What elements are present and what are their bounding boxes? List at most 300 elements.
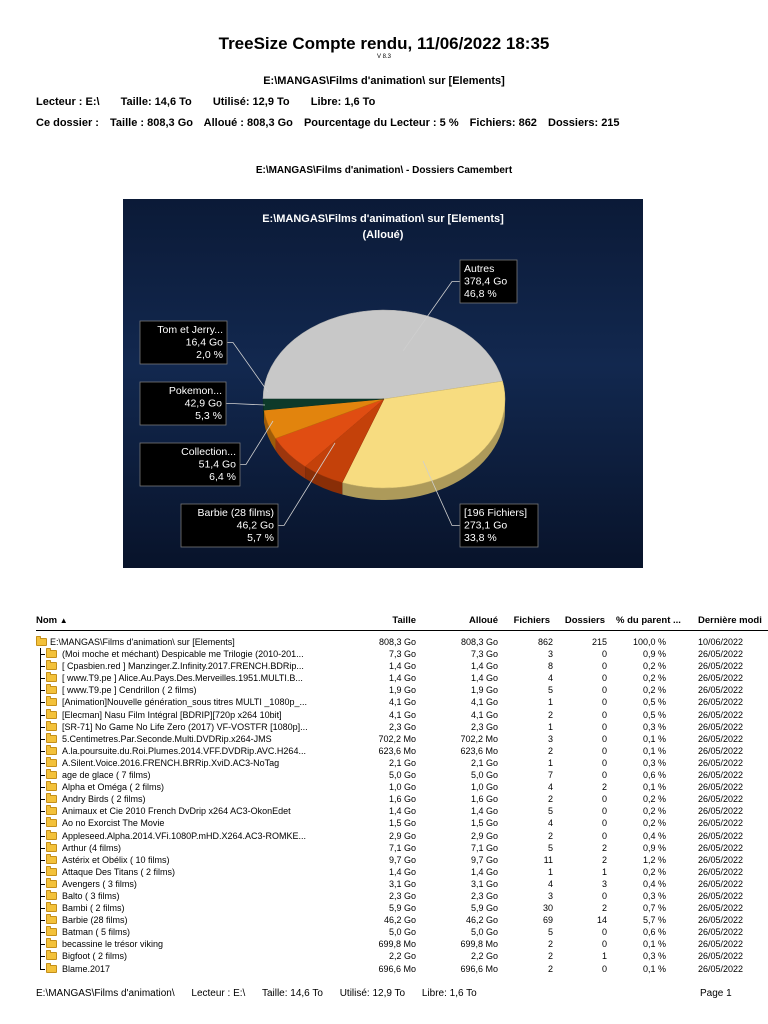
cell-parent-percent: 0,2 % [642,673,666,684]
pie-label-size: 46,2 Go [236,519,274,532]
report-title: TreeSize Compte rendu, 11/06/2022 18:35 [218,34,550,53]
drive-used: Utilisé: 12,9 To [212,96,290,108]
cell-size: 696,6 Mo [378,963,416,974]
cell-size: 699,8 Mo [378,939,416,950]
cell-files: 5 [547,842,553,853]
cell-files: 4 [547,673,553,684]
pie-label-name: Autres [464,263,495,275]
cell-dirs: 0 [601,673,607,684]
cell-name: E:\MANGAS\Films d'animation\ sur [Elements] [50,637,235,647]
table-row[interactable] [0,878,768,890]
cell-parent-percent: 0,6 % [642,927,666,938]
pie-slice [263,310,503,399]
tree-branch [40,908,45,909]
pie-chart-svg [123,199,643,568]
cell-dirs: 0 [601,649,607,660]
pie-label-size: 16,4 Go [185,336,223,349]
cell-parent-percent: 0,4 % [642,830,666,841]
cell-last-modified: 26/05/2022 [698,757,744,768]
cell-dirs: 0 [601,963,607,974]
tree-branch [40,836,45,837]
col-header-dirs[interactable]: Dossiers [564,615,605,626]
tree-branch [40,860,45,861]
cell-name: A.la.poursuite.du.Roi.Plumes.2014.VFF.DVDRip.AVC.H264... [62,745,306,756]
folder-icon [46,965,57,973]
cell-allocated: 2,3 Go [470,890,498,901]
cell-size: 9,7 Go [388,854,416,865]
cell-files: 2 [547,830,553,841]
cell-size: 1,4 Go [388,673,416,684]
cell-name: age de glace ( 7 films) [62,770,151,781]
sort-up-icon: ▲ [59,616,68,625]
table-row[interactable] [0,793,768,805]
cell-allocated: 7,3 Go [470,649,498,660]
cell-name: Barbie (28 films) [62,915,128,926]
version-label: V 8.3 [376,54,391,60]
cell-name: Astérix et Obélix ( 10 films) [62,854,170,865]
cell-last-modified: 26/05/2022 [698,649,744,660]
cell-files: 2 [547,745,553,756]
folder-icon [46,735,57,743]
tree-branch [40,666,45,667]
pie-chart [123,199,643,568]
cell-dirs: 2 [601,854,607,865]
cell-parent-percent: 0,3 % [642,757,666,768]
cell-name: (Moi moche et méchant) Despicable me Trilogie (2010-201... [62,649,304,660]
cell-name: [ Cpasbien.red ] Manzinger.Z.Infinity.2017.FRENCH.BDRip... [62,661,304,672]
tree-branch [40,654,45,655]
cell-parent-percent: 0,2 % [642,818,666,829]
cell-parent-percent: 0,9 % [642,842,666,853]
folder-icon [46,807,57,815]
footer-free: Libre: 1,6 To [421,988,477,999]
cell-dirs: 0 [601,770,607,781]
pie-label-size: 378,4 Go [464,275,508,288]
cell-last-modified: 26/05/2022 [698,685,744,696]
cell-size: 2,3 Go [388,890,416,901]
cell-size: 4,1 Go [388,697,416,708]
cell-dirs: 0 [601,806,607,817]
cell-name: 5.Centimetres.Par.Seconde.Multi.DVDRip.x264-JMS [62,733,272,744]
footer-path: E:\MANGAS\Films d'animation\ [36,988,175,999]
table-row[interactable] [0,890,768,902]
tree-branch [40,690,45,691]
table-row[interactable] [0,696,768,708]
cell-size: 1,5 Go [388,818,416,829]
pie-label-size: 273,1 Go [464,519,508,532]
cell-parent-percent: 0,2 % [642,794,666,805]
cell-name: Appleseed.Alpha.2014.VFi.1080P.mHD.X264.AC3-ROMKE... [62,830,306,841]
chart-subtitle: (Alloué) [362,229,404,241]
pie-label-size: 42,9 Go [184,397,222,410]
col-header-files[interactable]: Fichiers [513,615,550,626]
cell-allocated: 623,6 Mo [460,745,498,756]
cell-name: Batman ( 5 films) [62,927,131,938]
report-path: E:\MANGAS\Films d'animation\ sur [Elements] [263,75,505,87]
pie-label [140,321,268,392]
cell-name: Arthur (4 films) [62,842,122,853]
page-footer [36,988,491,999]
cell-allocated: 1,4 Go [470,661,498,672]
cell-size: 5,0 Go [388,927,416,938]
cell-last-modified: 26/05/2022 [698,806,744,817]
cell-allocated: 2,1 Go [470,757,498,768]
tree-branch [40,884,45,885]
cell-last-modified: 26/05/2022 [698,697,744,708]
cell-last-modified: 26/05/2022 [698,745,744,756]
cell-files: 2 [547,939,553,950]
cell-size: 5,0 Go [388,770,416,781]
cell-dirs: 2 [601,782,607,793]
cell-files: 1 [547,866,553,877]
cell-parent-percent: 0,1 % [642,782,666,793]
cell-name: Ao no Exorcist The Movie [62,818,165,829]
folder-label: Ce dossier : [36,117,99,129]
pie-label-name: [196 Fichiers] [464,507,528,519]
pie-label-name: Collection... [181,446,236,458]
cell-parent-percent: 0,2 % [642,661,666,672]
drive-letter: Lecteur : E:\ [36,96,100,108]
cell-parent-percent: 0,5 % [642,697,666,708]
folder-files: Fichiers: 862 [469,117,537,129]
cell-files: 5 [547,685,553,696]
cell-parent-percent: 0,9 % [642,649,666,660]
pie-leader-line [226,404,265,406]
cell-last-modified: 26/05/2022 [698,939,744,950]
folder-icon [46,952,57,960]
cell-size: 1,0 Go [388,782,416,793]
cell-name: Attaque Des Titans ( 2 films) [62,866,176,877]
folder-icon [36,638,47,646]
cell-name: Blame.2017 [62,963,111,974]
cell-allocated: 696,6 Mo [460,963,498,974]
cell-allocated: 2,3 Go [470,721,498,732]
folder-icon [46,686,57,694]
cell-size: 46,2 Go [383,915,416,926]
cell-parent-percent: 0,1 % [642,963,666,974]
tree-branch [40,823,45,824]
cell-name: Alpha et Oméga ( 2 films) [62,782,165,793]
cell-allocated: 4,1 Go [470,709,498,720]
pie-leader-line [227,343,268,393]
cell-files: 11 [543,854,553,865]
cell-size: 2,1 Go [388,757,416,768]
cell-size: 2,3 Go [388,721,416,732]
cell-last-modified: 10/06/2022 [698,637,744,647]
cell-size: 1,6 Go [388,794,416,805]
cell-allocated: 1,4 Go [470,673,498,684]
folder-icon [46,844,57,852]
table-row[interactable] [0,709,768,721]
cell-dirs: 0 [601,757,607,768]
pie-label-percent: 46,8 % [464,288,497,300]
tree-branch [40,787,45,788]
col-header-last-modified[interactable]: Dernière modi [698,615,762,626]
table-row[interactable] [0,757,768,769]
cell-dirs: 0 [601,685,607,696]
cell-size: 7,1 Go [388,842,416,853]
pie-label-percent: 6,4 % [209,471,236,483]
table-row[interactable] [0,842,768,854]
cell-name: [ www.T9.pe ] Alice.Au.Pays.Des.Merveilles.1951.MULTI.B... [62,673,303,684]
cell-size: 7,3 Go [388,649,416,660]
tree-branch [40,702,45,703]
cell-dirs: 0 [601,927,607,938]
col-header-parent-percent[interactable]: % du parent ... [616,615,681,626]
cell-files: 2 [547,951,553,962]
cell-parent-percent: 0,3 % [642,721,666,732]
cell-name: becassine le trésor viking [62,939,164,950]
cell-dirs: 0 [601,890,607,901]
table-row[interactable] [0,733,768,745]
folder-icon [46,759,57,767]
cell-last-modified: 26/05/2022 [698,963,744,974]
tree-branch [40,920,45,921]
cell-files: 1 [547,721,553,732]
cell-last-modified: 26/05/2022 [698,733,744,744]
footer-used: Utilisé: 12,9 To [339,988,406,999]
header-divider [36,630,768,631]
page-number: Page 1 [700,988,732,999]
cell-dirs: 2 [601,903,607,914]
cell-allocated: 2,9 Go [470,830,498,841]
cell-size: 2,2 Go [388,951,416,962]
cell-allocated: 702,2 Mo [460,733,498,744]
folder-dirs: Dossiers: 215 [548,117,620,129]
cell-parent-percent: 0,2 % [642,685,666,696]
cell-allocated: 5,0 Go [470,927,498,938]
folder-icon [46,723,57,731]
table-row[interactable] [0,830,768,842]
folder-icon [46,856,57,864]
cell-files: 5 [547,927,553,938]
cell-parent-percent: 0,6 % [642,770,666,781]
pie-label-percent: 5,7 % [247,532,274,544]
folder-table [0,636,768,975]
cell-dirs: 0 [601,818,607,829]
cell-dirs: 0 [601,709,607,720]
cell-dirs: 0 [601,697,607,708]
cell-allocated: 3,1 Go [470,878,498,889]
drive-size: Taille: 14,6 To [120,96,192,108]
folder-info [36,117,628,129]
table-row[interactable] [0,926,768,938]
tree-branch [40,872,45,873]
tree-branch [40,751,45,752]
tree-branch [40,956,45,957]
cell-dirs: 215 [591,637,607,647]
cell-dirs: 0 [601,939,607,950]
cell-files: 2 [547,963,553,974]
cell-allocated: 4,1 Go [470,697,498,708]
folder-icon [46,795,57,803]
cell-allocated: 9,7 Go [470,854,498,865]
cell-dirs: 3 [601,878,607,889]
table-row[interactable] [0,805,768,817]
cell-parent-percent: 0,5 % [642,709,666,720]
cell-files: 5 [547,806,553,817]
cell-parent-percent: 100,0 % [632,637,666,647]
tree-branch [40,715,45,716]
cell-dirs: 2 [601,842,607,853]
chart-title: E:\MANGAS\Films d'animation\ sur [Elements] [262,213,504,225]
cell-last-modified: 26/05/2022 [698,770,744,781]
tree-branch [40,727,45,728]
cell-parent-percent: 0,1 % [642,733,666,744]
folder-icon [46,892,57,900]
cell-files: 3 [547,890,553,901]
cell-size: 3,1 Go [388,878,416,889]
folder-icon [46,868,57,876]
folder-icon [46,880,57,888]
folder-icon [46,940,57,948]
folder-icon [46,916,57,924]
cell-dirs: 0 [601,721,607,732]
cell-last-modified: 26/05/2022 [698,903,744,914]
pie-label [140,382,265,425]
pie-label-percent: 5,3 % [195,410,222,422]
table-row[interactable] [0,648,768,660]
cell-dirs: 1 [601,866,607,877]
pie-label-percent: 2,0 % [196,349,223,361]
cell-last-modified: 26/05/2022 [698,782,744,793]
cell-allocated: 699,8 Mo [460,939,498,950]
folder-allocated: Alloué : 808,3 Go [203,117,293,129]
cell-files: 30 [542,903,553,914]
table-row[interactable] [0,902,768,914]
table-row[interactable] [0,938,768,950]
drive-info [36,96,393,108]
tree-branch [40,969,45,970]
cell-last-modified: 26/05/2022 [698,927,744,938]
table-row[interactable] [0,781,768,793]
folder-size: Taille : 808,3 Go [110,117,193,129]
cell-size: 5,9 Go [388,903,416,914]
folder-icon [46,783,57,791]
cell-name: Bigfoot ( 2 films) [62,951,128,962]
table-row[interactable] [0,854,768,866]
table-row[interactable] [0,721,768,733]
pie-label-size: 51,4 Go [198,458,236,471]
folder-icon [46,698,57,706]
cell-name: [Elecman] Nasu Film Intégral [BDRIP][720p x264 10bit] [62,709,282,720]
drive-free: Libre: 1,6 To [310,96,376,108]
cell-size: 1,4 Go [388,661,416,672]
table-row[interactable] [0,672,768,684]
cell-size: 808,3 Go [378,637,416,647]
cell-last-modified: 26/05/2022 [698,830,744,841]
cell-files: 1 [547,697,553,708]
table-row[interactable] [0,660,768,672]
cell-size: 1,9 Go [388,685,416,696]
cell-dirs: 0 [601,830,607,841]
col-header-size[interactable]: Taille [392,615,416,626]
cell-last-modified: 26/05/2022 [698,721,744,732]
tree-branch [40,763,45,764]
footer-drive: Lecteur : E:\ [191,988,246,999]
cell-files: 3 [547,733,553,744]
cell-files: 69 [542,915,553,926]
cell-allocated: 5,9 Go [470,903,498,914]
cell-parent-percent: 0,3 % [642,951,666,962]
cell-size: 1,4 Go [388,866,416,877]
cell-allocated: 1,5 Go [470,818,498,829]
col-header-allocated[interactable]: Alloué [468,615,498,626]
table-row[interactable] [0,817,768,829]
cell-name: Balto ( 3 films) [62,890,120,901]
cell-parent-percent: 0,3 % [642,890,666,901]
cell-last-modified: 26/05/2022 [698,661,744,672]
tree-branch [40,811,45,812]
pie-label-name: Tom et Jerry... [157,324,223,336]
col-header-name[interactable]: Nom ▲ [36,615,68,626]
cell-last-modified: 26/05/2022 [698,866,744,877]
cell-files: 7 [547,770,553,781]
cell-dirs: 0 [601,794,607,805]
cell-name: A.Silent.Voice.2016.FRENCH.BRRip.XviD.AC3-NoTag [62,757,280,768]
table-row[interactable] [0,950,768,962]
cell-size: 4,1 Go [388,709,416,720]
cell-name: Bambi ( 2 films) [62,903,125,914]
cell-last-modified: 26/05/2022 [698,878,744,889]
folder-icon [46,832,57,840]
cell-files: 8 [547,661,553,672]
table-row[interactable] [0,769,768,781]
cell-last-modified: 26/05/2022 [698,709,744,720]
cell-dirs: 0 [601,745,607,756]
folder-icon [46,819,57,827]
cell-size: 702,2 Mo [378,733,416,744]
cell-parent-percent: 0,7 % [642,903,666,914]
folder-icon [46,904,57,912]
table-row[interactable] [0,914,768,926]
table-row[interactable] [0,745,768,757]
table-row[interactable] [0,963,768,975]
cell-allocated: 1,4 Go [470,866,498,877]
cell-allocated: 1,4 Go [470,806,498,817]
table-row-root[interactable] [0,636,768,648]
cell-files: 1 [547,757,553,768]
cell-allocated: 1,0 Go [470,782,498,793]
cell-last-modified: 26/05/2022 [698,951,744,962]
cell-parent-percent: 0,1 % [642,745,666,756]
cell-name: Andry Birds ( 2 films) [62,794,146,805]
cell-files: 2 [547,794,553,805]
cell-parent-percent: 0,4 % [642,878,666,889]
folder-icon [46,771,57,779]
cell-dirs: 1 [601,951,607,962]
cell-last-modified: 26/05/2022 [698,842,744,853]
cell-dirs: 14 [596,915,607,926]
table-row[interactable] [0,866,768,878]
folder-icon [46,674,57,682]
cell-parent-percent: 1,2 % [642,854,666,865]
pie-label-percent: 33,8 % [464,532,497,544]
pie-label [140,421,273,486]
cell-allocated: 5,0 Go [470,770,498,781]
folder-icon [46,711,57,719]
tree-branch [40,739,45,740]
cell-allocated: 1,6 Go [470,794,498,805]
tree-branch [40,775,45,776]
cell-dirs: 0 [601,661,607,672]
cell-name: Animaux et Cie 2010 French DvDrip x264 AC3-OkonEdet [62,806,291,817]
cell-last-modified: 26/05/2022 [698,890,744,901]
folder-icon [46,662,57,670]
table-row[interactable] [0,684,768,696]
cell-parent-percent: 0,2 % [642,866,666,877]
folder-icon [46,928,57,936]
